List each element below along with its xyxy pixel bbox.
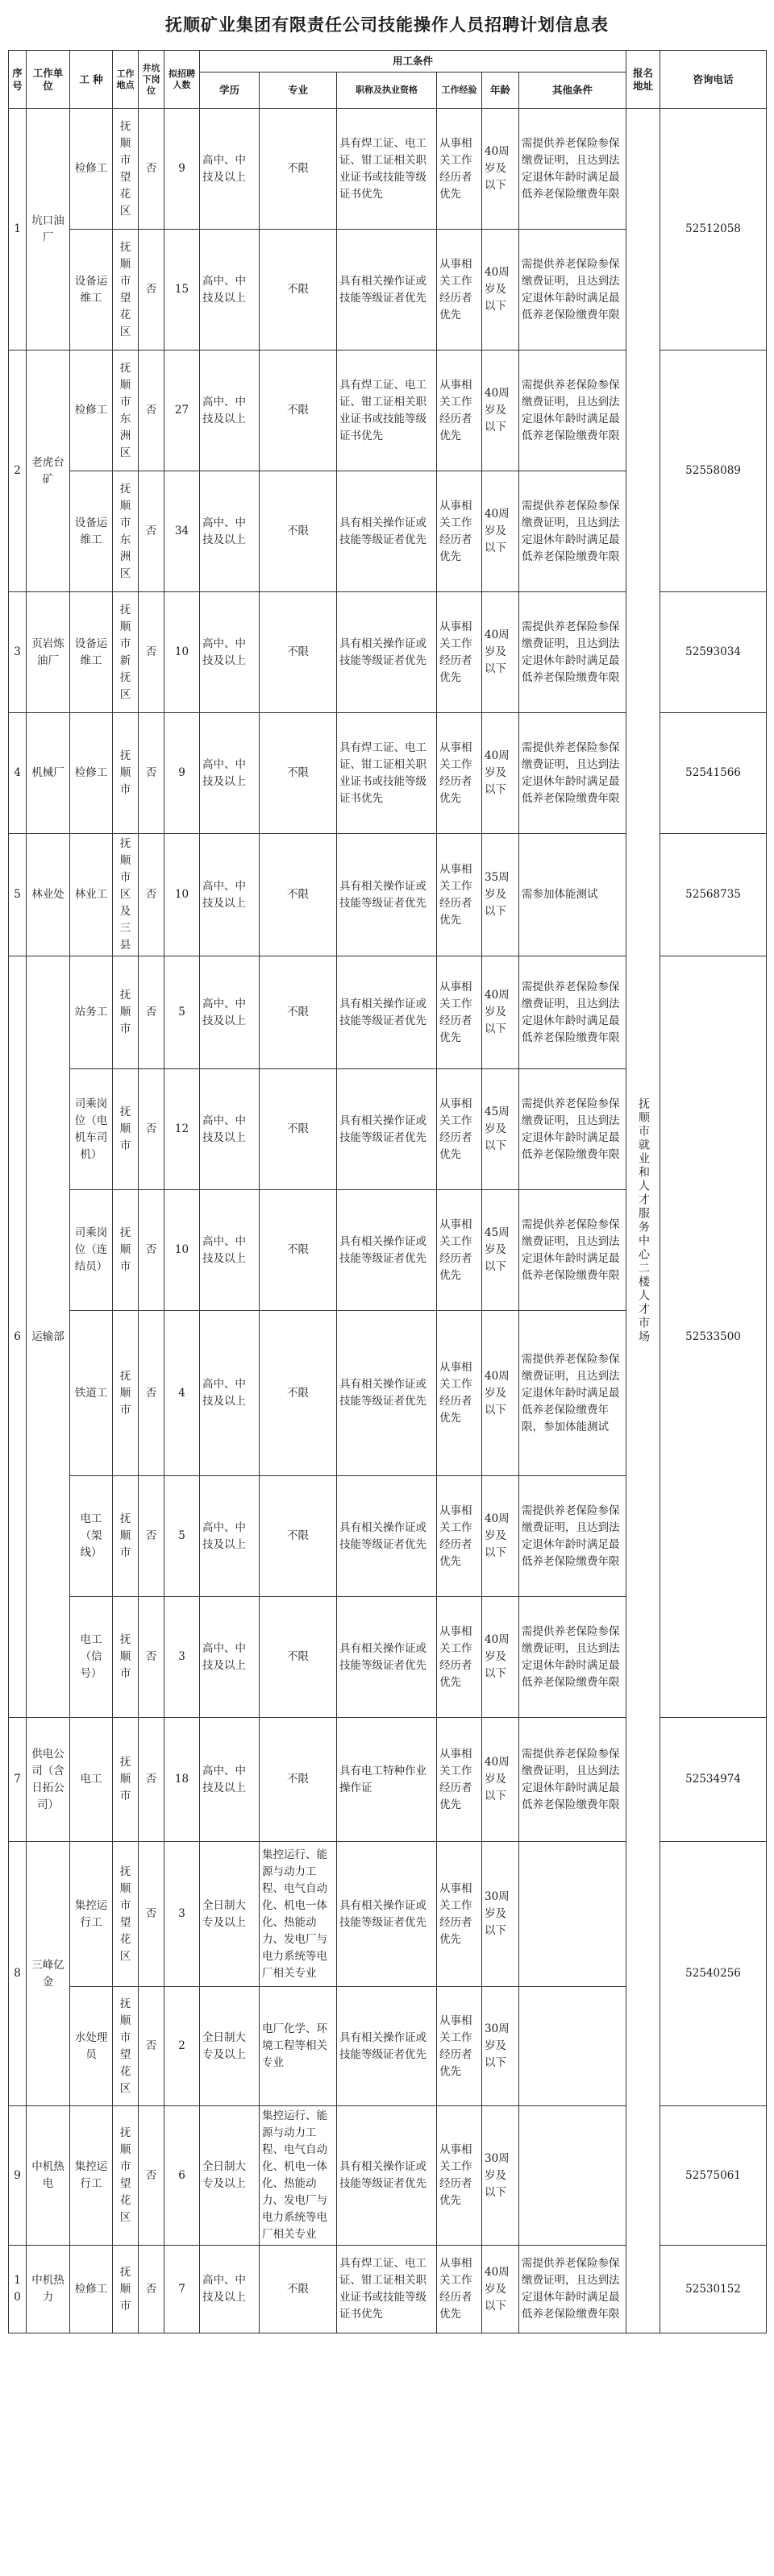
underground-cell: 否 [139,1597,164,1718]
qualification-cell: 具有相关操作证或技能等级证者优先 [337,1476,437,1597]
underground-cell: 否 [139,1190,164,1311]
location-cell: 抚顺市 [113,2246,139,2333]
other-conditions-cell: 需提供养老保险参保缴费证明，且达到法定退休年龄时满足最低养老保险缴费年限 [519,956,626,1069]
job-cell: 站务工 [70,956,113,1069]
count-cell: 5 [164,956,200,1069]
age-cell: 40周岁及以下 [482,230,519,351]
underground-cell: 否 [139,2106,164,2246]
experience-cell: 从事相关工作经历者优先 [437,956,482,1069]
age-cell: 45周岁及以下 [482,1069,519,1190]
count-cell: 18 [164,1718,200,1842]
education-cell: 高中、中技及以上 [200,1311,260,1476]
other-conditions-cell: 需参加体能测试 [519,834,626,956]
other-conditions-cell: 需提供养老保险参保缴费证明，且达到法定退休年龄时满足最低养老保险缴费年限 [519,1069,626,1190]
job-cell: 铁道工 [70,1311,113,1476]
underground-cell: 否 [139,1476,164,1597]
experience-cell: 从事相关工作经历者优先 [437,1069,482,1190]
age-cell: 45周岁及以下 [482,1190,519,1311]
phone-cell: 52530152 [660,2246,767,2333]
experience-cell: 从事相关工作经历者优先 [437,1842,482,1987]
seq-cell: 9 [9,2106,27,2246]
experience-cell: 从事相关工作经历者优先 [437,351,482,471]
underground-cell: 否 [139,1842,164,1987]
underground-cell: 否 [139,2246,164,2333]
count-cell: 7 [164,2246,200,2333]
qualification-cell: 具有焊工证、电工证、钳工证相关职业证书或技能等级证书优先 [337,109,437,230]
phone-cell: 52533500 [660,956,767,1718]
registration-address-text: 抚顺市就业和人才服务中心二楼人才市场 [637,1097,651,1344]
qualification-cell: 具有相关操作证或技能等级证者优先 [337,1987,437,2106]
seq-cell: 5 [9,834,27,956]
count-cell: 6 [164,2106,200,2246]
experience-cell: 从事相关工作经历者优先 [437,109,482,230]
other-conditions-cell: 需提供养老保险参保缴费证明，且达到法定退休年龄时满足最低养老保险缴费年限 [519,1597,626,1718]
seq-cell: 8 [9,1842,27,2106]
qualification-cell: 具有相关操作证或技能等级证者优先 [337,956,437,1069]
unit-cell: 中机热电 [27,2106,70,2246]
location-cell: 抚顺市 [113,1718,139,1842]
underground-cell: 否 [139,1987,164,2106]
location-cell: 抚顺市望花区 [113,1842,139,1987]
education-cell: 全日制大专及以上 [200,2106,260,2246]
job-cell: 检修工 [70,351,113,471]
header-unit: 工作单位 [27,51,70,109]
age-cell: 40周岁及以下 [482,1311,519,1476]
education-cell: 高中、中技及以上 [200,713,260,834]
major-cell: 不限 [260,713,337,834]
major-cell: 电厂化学、环境工程等相关专业 [260,1987,337,2106]
major-cell: 不限 [260,230,337,351]
education-cell: 高中、中技及以上 [200,834,260,956]
other-conditions-cell: 需提供养老保险参保缴费证明，且达到法定退休年龄时满足最低养老保险缴费年限 [519,1476,626,1597]
underground-cell: 否 [139,471,164,592]
location-cell: 抚顺市 [113,956,139,1069]
job-cell: 检修工 [70,2246,113,2333]
experience-cell: 从事相关工作经历者优先 [437,1311,482,1476]
header-job: 工 种 [70,51,113,109]
unit-cell: 运输部 [27,956,70,1718]
phone-cell: 52512058 [660,109,767,351]
major-cell: 不限 [260,471,337,592]
qualification-cell: 具有焊工证、电工证、钳工证相关职业证书或技能等级证书优先 [337,351,437,471]
age-cell: 40周岁及以下 [482,471,519,592]
major-cell: 不限 [260,592,337,713]
qualification-cell: 具有相关操作证或技能等级证者优先 [337,592,437,713]
underground-cell: 否 [139,1069,164,1190]
education-cell: 高中、中技及以上 [200,1718,260,1842]
phone-cell: 52568735 [660,834,767,956]
major-cell: 不限 [260,1476,337,1597]
job-cell: 电工（架线） [70,1476,113,1597]
count-cell: 34 [164,471,200,592]
qualification-cell: 具有相关操作证或技能等级证者优先 [337,1842,437,1987]
count-cell: 15 [164,230,200,351]
seq-cell: 10 [9,2246,27,2333]
major-cell: 集控运行、能源与动力工程、电气自动化、机电一体化、热能动力、发电厂与电力系统等电厂相关专业 [260,1842,337,1987]
age-cell: 40周岁及以下 [482,1718,519,1842]
other-conditions-cell: 需提供养老保险参保缴费证明，且达到法定退休年龄时满足最低养老保险缴费年限 [519,592,626,713]
experience-cell: 从事相关工作经历者优先 [437,471,482,592]
header-age: 年龄 [482,73,519,109]
qualification-cell: 具有相关操作证或技能等级证者优先 [337,1190,437,1311]
job-cell: 设备运维工 [70,471,113,592]
count-cell: 10 [164,592,200,713]
other-conditions-cell: 需提供养老保险参保缴费证明，且达到法定退休年龄时满足最低养老保险缴费年限 [519,2246,626,2333]
other-conditions-cell: 需提供养老保险参保缴费证明，且达到法定退休年龄时满足最低养老保险缴费年限，参加体能测试 [519,1311,626,1476]
unit-cell: 三峰亿金 [27,1842,70,2106]
location-cell: 抚顺市东洲区 [113,471,139,592]
job-cell: 检修工 [70,109,113,230]
seq-cell: 7 [9,1718,27,1842]
header-reg: 报名地址 [626,51,660,109]
header-other: 其他条件 [519,73,626,109]
major-cell: 不限 [260,1718,337,1842]
age-cell: 30周岁及以下 [482,1842,519,1987]
experience-cell: 从事相关工作经历者优先 [437,1987,482,2106]
experience-cell: 从事相关工作经历者优先 [437,713,482,834]
phone-cell: 52540256 [660,1842,767,2106]
experience-cell: 从事相关工作经历者优先 [437,2246,482,2333]
job-cell: 司乘岗位（连结员） [70,1190,113,1311]
job-cell: 水处理员 [70,1987,113,2106]
job-cell: 司乘岗位（电机车司机） [70,1069,113,1190]
location-cell: 抚顺市望花区 [113,1987,139,2106]
age-cell: 35周岁及以下 [482,834,519,956]
underground-cell: 否 [139,230,164,351]
unit-cell: 坑口油厂 [27,109,70,351]
other-conditions-cell [519,1842,626,1987]
major-cell: 不限 [260,956,337,1069]
education-cell: 高中、中技及以上 [200,592,260,713]
header-conditions-group: 用工条件 [200,51,626,73]
education-cell: 高中、中技及以上 [200,351,260,471]
education-cell: 高中、中技及以上 [200,956,260,1069]
education-cell: 高中、中技及以上 [200,471,260,592]
underground-cell: 否 [139,834,164,956]
header-phone: 咨询电话 [660,51,767,109]
education-cell: 全日制大专及以上 [200,1987,260,2106]
other-conditions-cell [519,2106,626,2246]
other-conditions-cell: 需提供养老保险参保缴费证明，且达到法定退休年龄时满足最低养老保险缴费年限 [519,109,626,230]
major-cell: 不限 [260,1311,337,1476]
recruitment-table [8,50,767,2333]
other-conditions-cell: 需提供养老保险参保缴费证明，且达到法定退休年龄时满足最低养老保险缴费年限 [519,1718,626,1842]
age-cell: 40周岁及以下 [482,2246,519,2333]
education-cell: 高中、中技及以上 [200,1190,260,1311]
major-cell: 不限 [260,2246,337,2333]
underground-cell: 否 [139,956,164,1069]
seq-cell: 2 [9,351,27,592]
age-cell: 40周岁及以下 [482,592,519,713]
location-cell: 抚顺市东洲区 [113,351,139,471]
qualification-cell: 具有相关操作证或技能等级证者优先 [337,471,437,592]
location-cell: 抚顺市 [113,1190,139,1311]
major-cell: 不限 [260,109,337,230]
seq-cell: 6 [9,956,27,1718]
qualification-cell: 具有电工特种作业操作证 [337,1718,437,1842]
header-seq: 序号 [9,51,27,109]
job-cell: 集控运行工 [70,2106,113,2246]
qualification-cell: 具有焊工证、电工证、钳工证相关职业证书或技能等级证书优先 [337,2246,437,2333]
education-cell: 高中、中技及以上 [200,1597,260,1718]
job-cell: 检修工 [70,713,113,834]
header-count: 拟招聘人数 [164,51,200,109]
header-underground: 井坑下岗位 [139,51,164,109]
experience-cell: 从事相关工作经历者优先 [437,834,482,956]
job-cell: 集控运行工 [70,1842,113,1987]
count-cell: 2 [164,1987,200,2106]
unit-cell: 供电公司（含日拓公司） [27,1718,70,1842]
page-title: 抚顺矿业集团有限责任公司技能操作人员招聘计划信息表 [165,15,609,35]
count-cell: 5 [164,1476,200,1597]
count-cell: 4 [164,1311,200,1476]
underground-cell: 否 [139,592,164,713]
job-cell: 设备运维工 [70,230,113,351]
unit-cell: 中机热力 [27,2246,70,2333]
qualification-cell: 具有相关操作证或技能等级证者优先 [337,834,437,956]
major-cell: 不限 [260,1069,337,1190]
experience-cell: 从事相关工作经历者优先 [437,1718,482,1842]
age-cell: 30周岁及以下 [482,1987,519,2106]
age-cell: 40周岁及以下 [482,351,519,471]
age-cell: 40周岁及以下 [482,713,519,834]
phone-cell: 52558089 [660,351,767,592]
qualification-cell: 具有相关操作证或技能等级证者优先 [337,2106,437,2246]
header-experience: 工作经验 [437,73,482,109]
experience-cell: 从事相关工作经历者优先 [437,1190,482,1311]
underground-cell: 否 [139,109,164,230]
header-major: 专业 [260,73,337,109]
major-cell: 不限 [260,1597,337,1718]
underground-cell: 否 [139,713,164,834]
count-cell: 27 [164,351,200,471]
location-cell: 抚顺市 [113,1476,139,1597]
job-cell: 电工 [70,1718,113,1842]
experience-cell: 从事相关工作经历者优先 [437,1597,482,1718]
experience-cell: 从事相关工作经历者优先 [437,230,482,351]
location-cell: 抚顺市 [113,713,139,834]
count-cell: 10 [164,1190,200,1311]
count-cell: 12 [164,1069,200,1190]
location-cell: 抚顺市新抚区 [113,592,139,713]
education-cell: 高中、中技及以上 [200,1476,260,1597]
header-location: 工作地点 [113,51,139,109]
count-cell: 9 [164,109,200,230]
unit-cell: 页岩炼油厂 [27,592,70,713]
phone-cell: 52541566 [660,713,767,834]
age-cell: 40周岁及以下 [482,1597,519,1718]
count-cell: 9 [164,713,200,834]
underground-cell: 否 [139,351,164,471]
underground-cell: 否 [139,1311,164,1476]
phone-cell: 52593034 [660,592,767,713]
registration-address-cell [626,109,660,2333]
location-cell: 抚顺市 [113,1597,139,1718]
location-cell: 抚顺市 [113,1069,139,1190]
phone-cell: 52575061 [660,2106,767,2246]
count-cell: 10 [164,834,200,956]
location-cell: 抚顺市望花区 [113,109,139,230]
education-cell: 全日制大专及以上 [200,1842,260,1987]
phone-cell: 52534974 [660,1718,767,1842]
qualification-cell: 具有相关操作证或技能等级证者优先 [337,1311,437,1476]
age-cell: 40周岁及以下 [482,956,519,1069]
count-cell: 3 [164,1597,200,1718]
major-cell: 不限 [260,351,337,471]
age-cell: 30周岁及以下 [482,2106,519,2246]
location-cell: 抚顺市望花区 [113,2106,139,2246]
other-conditions-cell: 需提供养老保险参保缴费证明，且达到法定退休年龄时满足最低养老保险缴费年限 [519,471,626,592]
education-cell: 高中、中技及以上 [200,109,260,230]
qualification-cell: 具有相关操作证或技能等级证者优先 [337,230,437,351]
other-conditions-cell: 需提供养老保险参保缴费证明，且达到法定退休年龄时满足最低养老保险缴费年限 [519,351,626,471]
other-conditions-cell [519,1987,626,2106]
education-cell: 高中、中技及以上 [200,1069,260,1190]
seq-cell: 4 [9,713,27,834]
age-cell: 40周岁及以下 [482,109,519,230]
experience-cell: 从事相关工作经历者优先 [437,592,482,713]
other-conditions-cell: 需提供养老保险参保缴费证明，且达到法定退休年龄时满足最低养老保险缴费年限 [519,1190,626,1311]
experience-cell: 从事相关工作经历者优先 [437,2106,482,2246]
job-cell: 设备运维工 [70,592,113,713]
experience-cell: 从事相关工作经历者优先 [437,1476,482,1597]
location-cell: 抚顺市区及三县 [113,834,139,956]
table-row [9,109,767,230]
qualification-cell: 具有相关操作证或技能等级证者优先 [337,1069,437,1190]
header-title-qual: 职称及执业资格 [337,73,437,109]
job-cell: 林业工 [70,834,113,956]
qualification-cell: 具有相关操作证或技能等级证者优先 [337,1597,437,1718]
unit-cell: 林业处 [27,834,70,956]
age-cell: 40周岁及以下 [482,1476,519,1597]
unit-cell: 老虎台矿 [27,351,70,592]
qualification-cell: 具有焊工证、电工证、钳工证相关职业证书或技能等级证书优先 [337,713,437,834]
location-cell: 抚顺市 [113,1311,139,1476]
unit-cell: 机械厂 [27,713,70,834]
seq-cell: 1 [9,109,27,351]
education-cell: 高中、中技及以上 [200,230,260,351]
header-row [9,51,767,73]
education-cell: 高中、中技及以上 [200,2246,260,2333]
count-cell: 3 [164,1842,200,1987]
location-cell: 抚顺市望花区 [113,230,139,351]
major-cell: 不限 [260,834,337,956]
job-cell: 电工（信号） [70,1597,113,1718]
seq-cell: 3 [9,592,27,713]
major-cell: 不限 [260,1190,337,1311]
other-conditions-cell: 需提供养老保险参保缴费证明，且达到法定退休年龄时满足最低养老保险缴费年限 [519,230,626,351]
other-conditions-cell: 需提供养老保险参保缴费证明，且达到法定退休年龄时满足最低养老保险缴费年限 [519,713,626,834]
underground-cell: 否 [139,1718,164,1842]
header-education: 学历 [200,73,260,109]
major-cell: 集控运行、能源与动力工程、电气自动化、机电一体化、热能动力、发电厂与电力系统等电厂相关专业 [260,2106,337,2246]
